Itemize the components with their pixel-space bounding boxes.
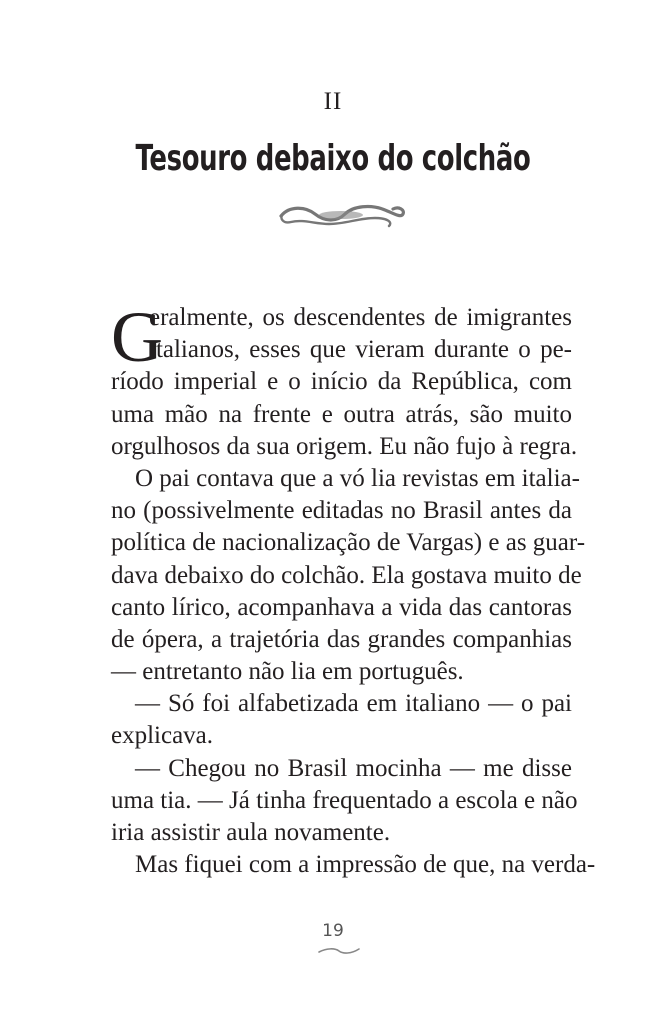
chapter-title: Tesouro debaixo do colchão [135,138,531,179]
text-line: ríodo imperial e o início da República, com [111,368,572,396]
text-line: explicava. [111,722,214,750]
text-line: dava debaixo do colchão. Ela gostava muito de [111,561,582,589]
page-number: 19 [322,921,344,941]
text-line: de ópera, a trajetória das grandes companhias [111,625,572,653]
text-line: canto lírico, acompanhava a vida das cantoras [111,593,572,621]
flourish-ornament-icon [275,200,409,230]
text-line: — Só foi alfabetizada em italiano — o pai [135,690,572,718]
text-line: no (possivelmente editadas no Brasil antes da [111,497,572,525]
text-line: italianos, esses que vieram durante o pe- [149,336,572,364]
text-line: O pai contava que a vó lia revistas em italia- [135,464,580,492]
text-line: orgulhosos da sua origem. Eu não fujo à regra. [111,432,578,460]
drop-cap: G [111,297,163,377]
text-line: política de nacionalização de Vargas) e as guar- [111,529,586,557]
text-line: eralmente, os descendentes de imigrantes [149,304,572,331]
text-line: iria assistir aula novamente. [111,819,391,846]
text-line: — entretanto não lia em português. [111,658,464,686]
text-line: uma tia. — Já tinha frequentado a escola e não [111,786,578,814]
text-line: uma mão na frente e outra atrás, são muito [111,400,572,428]
page-number-flourish-icon [317,946,361,956]
text-line: Mas fiquei com a impressão de que, na verda- [135,851,596,879]
body-text [111,297,596,881]
text-line: — Chegou no Brasil mocinha — me disse [135,754,572,782]
chapter-number: II [323,88,343,115]
